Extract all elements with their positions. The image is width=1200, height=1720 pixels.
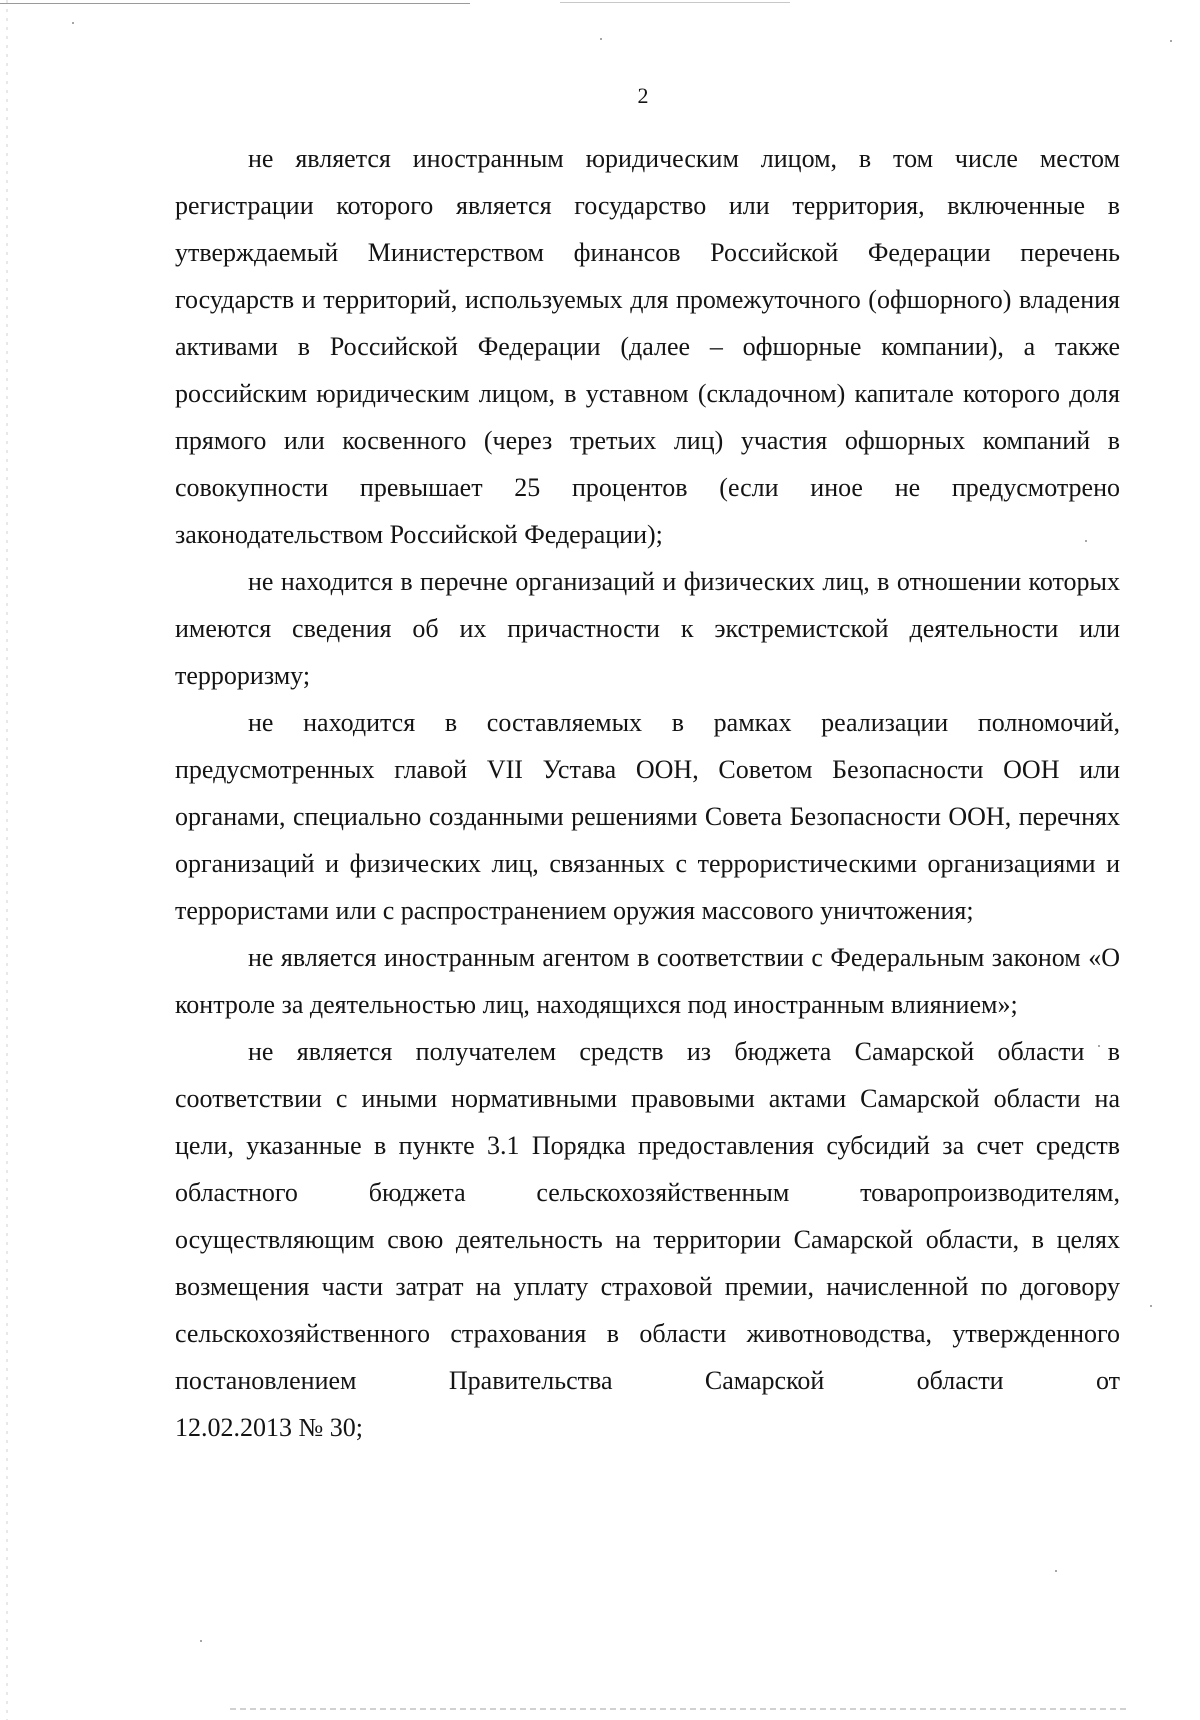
document-body	[175, 135, 1120, 1451]
paragraph-un-sanctions-list: не находится в составляемых в рамках реализации полномочий, предусмотренных главой VII Устава ООН, Советом Безопасности ООН или органами, специально созданными решениями Совета Безопасности ООН, перечнях организаций и физических лиц, связанных с террористическими организациями и террористами или с распространением оружия массового уничтожения;	[175, 708, 1120, 925]
paragraph-foreign-agent: не является иностранным агентом в соответствии с Федеральным законом «О контроле за деятельностью лиц, находящихся под иностранным влиянием»;	[175, 943, 1120, 1019]
scan-speck	[600, 38, 602, 40]
scan-artifact-top-right	[560, 2, 790, 3]
scan-artifact-top-left	[0, 3, 470, 4]
paragraph-extremism-list: не находится в перечне организаций и физических лиц, в отношении которых имеются сведения об их причастности к экстремистской деятельности или терроризму;	[175, 567, 1120, 690]
scan-speck	[200, 1640, 202, 1642]
paragraph-offshore-status: не является иностранным юридическим лицом, в том числе местом регистрации которого является государство или территория, включенные в утверждаемый Министерством финансов Российской Федерации перечень государств и территорий, используемых для промежуточного (офшорного) владения активами в Российской Федерации (далее – офшорные компании), а также российским юридическим лицом, в уставном (складочном) капитале которого доля прямого или косвенного (через третьих лиц) участия офшорных компаний в совокупности превышает 25 процентов (если иное не предусмотрено законодательством Российской Федерации);	[175, 144, 1120, 549]
page-number: 2	[637, 83, 649, 108]
paragraph-closing-line: 12.02.2013 № 30;	[175, 1413, 364, 1442]
scan-artifact-bottom	[230, 1708, 1130, 1710]
paragraph-budget-funds: не является получателем средств из бюджета Самарской области в соответствии с иными нормативными правовыми актами Самарской области на цели, указанные в пункте 3.1 Порядка предоставления субсидий за счет средств областного бюджета сельскохозяйственным товаропроизводителям, осуществляющим свою деятельность на территории Самарской области, в целях возмещения части затрат на уплату страховой премии, начисленной по договору сельскохозяйственного страхования в области животноводства, утвержденного постановлением Правительства Самарской области от	[175, 1037, 1120, 1395]
scan-speck	[1055, 1570, 1057, 1572]
scan-speck	[72, 22, 74, 24]
scan-speck	[1150, 1305, 1152, 1307]
scan-speck	[1170, 40, 1172, 42]
scan-artifact-left-edge	[6, 0, 8, 1720]
